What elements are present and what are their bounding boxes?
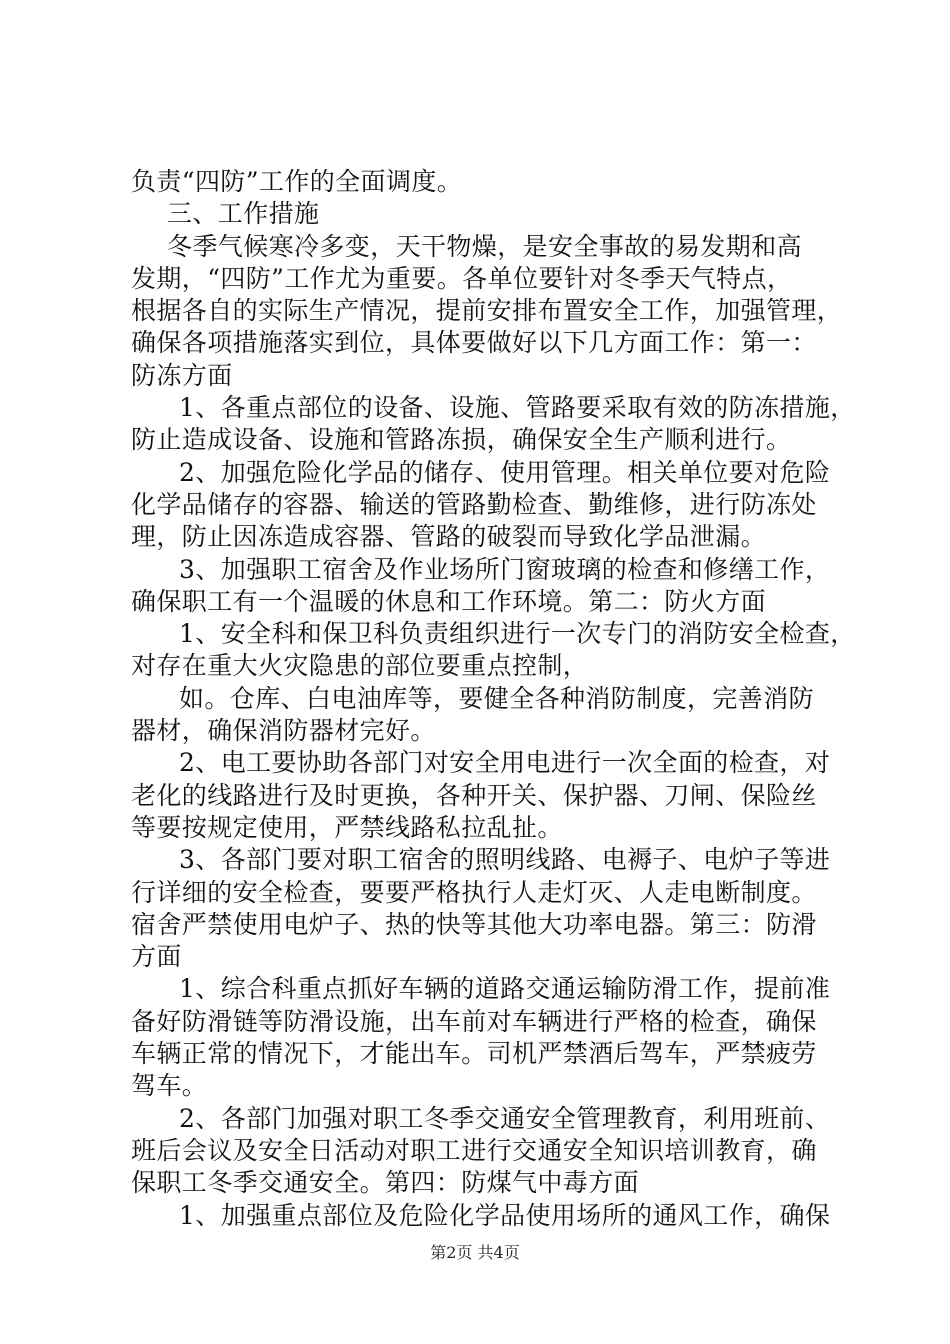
- subsection-heading: 方面: [131, 942, 182, 972]
- document-body: [131, 166, 856, 1232]
- text-line: 宿舍严禁使用电炉子、热的快等其他大功率电器。第三：防滑: [131, 909, 817, 939]
- text-line: 备好防滑链等防滑设施，出车前对车辆进行严格的检查，确保: [131, 1006, 817, 1036]
- text-line: 防止造成设备、设施和管路冻损，确保安全生产顺利进行。: [131, 425, 792, 455]
- text-line: 如。仓库、白电油库等，要健全各种消防制度，完善消防: [179, 683, 815, 713]
- text-line: 3、加强职工宿舍及作业场所门窗玻璃的检查和修缮工作，: [179, 554, 831, 584]
- text-line: 3、各部门要对职工宿舍的照明线路、电褥子、电炉子等进: [179, 845, 831, 875]
- text-line: 2、各部门加强对职工冬季交通安全管理教育，利用班前、: [179, 1103, 831, 1133]
- text-line: 1、加强重点部位及危险化学品使用场所的通风工作，确保: [179, 1200, 831, 1230]
- text-line: 驾车。: [131, 1071, 208, 1101]
- text-line: 1、安全科和保卫科负责组织进行一次专门的消防安全检查，: [179, 619, 856, 649]
- subsection-heading: 防冻方面: [131, 360, 233, 390]
- text-line: 确保职工有一个温暖的休息和工作环境。第二：防火方面: [131, 586, 767, 616]
- text-line: 根据各自的实际生产情况，提前安排布置安全工作，加强管理，: [131, 296, 843, 326]
- text-line: 发期，“四防”工作尤为重要。各单位要针对冬季天气特点，: [131, 263, 793, 293]
- text-line: 行详细的安全检查，要要严格执行人走灯灭、人走电断制度。: [131, 877, 817, 907]
- text-line: 器材，确保消防器材完好。: [131, 716, 436, 746]
- page-number-footer: 第2页 共4页: [430, 1243, 520, 1262]
- text-line: 等要按规定使用，严禁线路私拉乱扯。: [131, 812, 563, 842]
- text-line: 2、加强危险化学品的储存、使用管理。相关单位要对危险: [179, 457, 831, 487]
- text-line: 保职工冬季交通安全。第四：防煤气中毒方面: [131, 1168, 640, 1198]
- text-line: 对存在重大火灾隐患的部位要重点控制，: [131, 651, 589, 681]
- text-line: 老化的线路进行及时更换，各种开关、保护器、刀闸、保险丝: [131, 780, 817, 810]
- text-line: 班后会议及安全日活动对职工进行交通安全知识培训教育，确: [131, 1135, 817, 1165]
- section-heading: 三、工作措施: [167, 199, 320, 229]
- text-line: 化学品储存的容器、输送的管路勤检查、勤维修，进行防冻处: [131, 489, 817, 519]
- text-line: 1、各重点部位的设备、设施、管路要采取有效的防冻措施，: [179, 393, 856, 423]
- text-line: 2、电工要协助各部门对安全用电进行一次全面的检查，对: [179, 748, 831, 778]
- text-line: 理，防止因冻造成容器、管路的破裂而导致化学品泄漏。: [131, 522, 767, 552]
- text-line: 冬季气候寒冷多变，天干物燥，是安全事故的易发期和高: [167, 231, 803, 261]
- text-line: 车辆正常的情况下，才能出车。司机严禁酒后驾车，严禁疲劳: [131, 1039, 817, 1069]
- text-line: 1、综合科重点抓好车辆的道路交通运输防滑工作，提前准: [179, 974, 831, 1004]
- text-line: 负责“四防”工作的全面调度。: [131, 167, 463, 196]
- text-line: 确保各项措施落实到位，具体要做好以下几方面工作：第一：: [131, 328, 817, 358]
